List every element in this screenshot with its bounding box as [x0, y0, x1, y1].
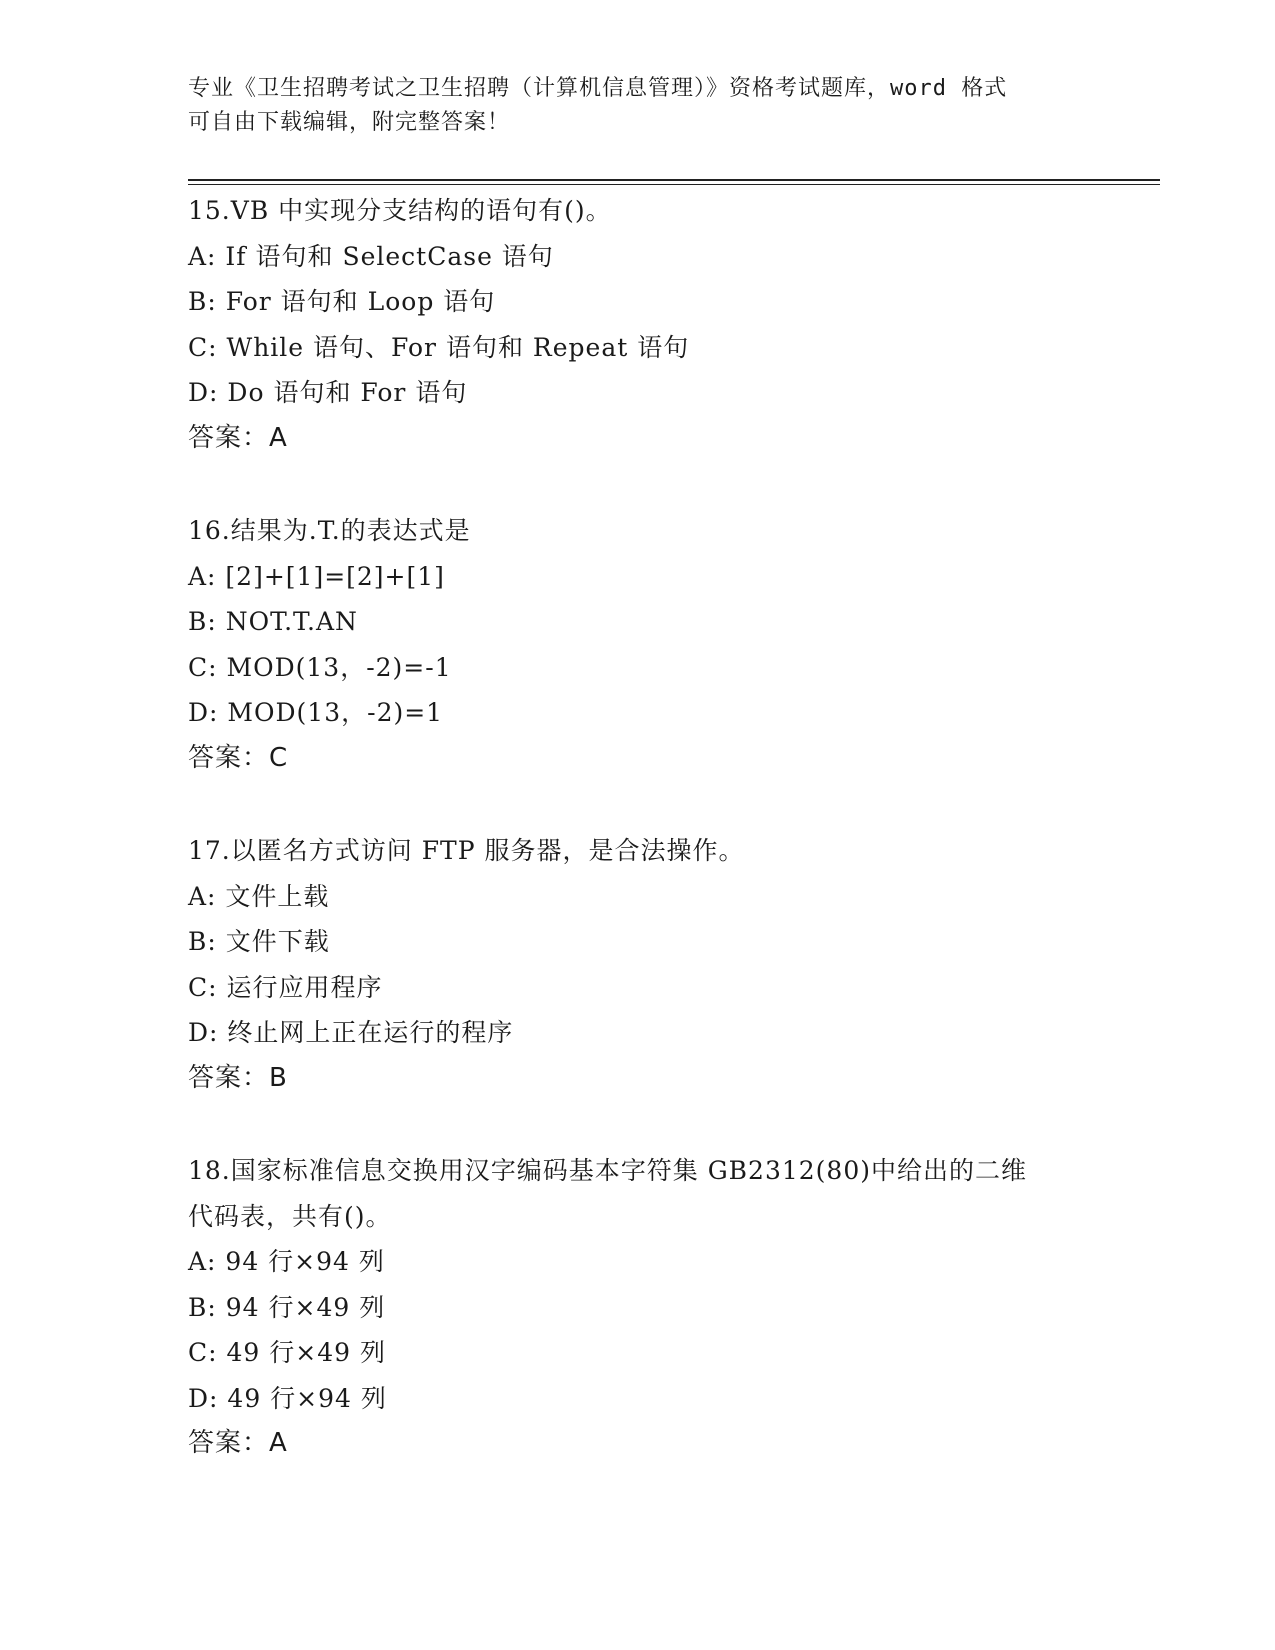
header-line-1: 专业《卫生招聘考试之卫生招聘（计算机信息管理）》资格考试题库，word 格式: [188, 76, 1008, 101]
option-b: B: 94 行×49 列: [188, 1292, 386, 1322]
option-a: A: 文件上载: [188, 881, 330, 911]
question-15: [188, 188, 1088, 461]
question-stem: 18.国家标准信息交换用汉字编码基本字符集 GB2312(80)中给出的二维: [188, 1156, 1027, 1185]
question-stem: 17.以匿名方式访问 FTP 服务器，是合法操作。: [188, 836, 745, 865]
option-a: A: If 语句和 SelectCase 语句: [188, 241, 554, 271]
answer-label: 答案：B: [188, 1062, 288, 1093]
option-d: D: 49 行×94 列: [188, 1383, 387, 1413]
question-18: [188, 1148, 1088, 1467]
question-list: [188, 188, 1088, 1514]
option-b: B: 文件下载: [188, 927, 330, 956]
option-d: D: 终止网上正在运行的程序: [188, 1018, 514, 1047]
question-stem: 16.结果为.T.的表达式是: [188, 516, 471, 545]
option-c: C: 运行应用程序: [188, 972, 383, 1002]
option-a: A: [2]+[1]=[2]+[1]: [188, 561, 445, 591]
option-d: D: MOD(13，-2)=1: [188, 698, 444, 727]
header-line-2: 可自由下载编辑，附完整答案！: [188, 110, 511, 135]
option-a: A: 94 行×94 列: [188, 1247, 385, 1276]
option-b: B: For 语句和 Loop 语句: [188, 287, 496, 316]
question-stem-continued: 代码表，共有()。: [188, 1201, 392, 1231]
question-16: [188, 508, 1088, 781]
document-header: [188, 72, 1068, 140]
question-17: [188, 828, 1088, 1101]
header-divider-thick: [188, 179, 1160, 181]
option-d: D: Do 语句和 For 语句: [188, 378, 468, 407]
question-stem: 15.VB 中实现分支结构的语句有()。: [188, 196, 612, 225]
answer-label: 答案：A: [188, 1428, 288, 1458]
option-c: C: MOD(13，-2)=-1: [188, 652, 452, 682]
answer-label: 答案：A: [188, 422, 288, 453]
option-c: C: While 语句、For 语句和 Repeat 语句: [188, 332, 690, 362]
answer-label: 答案：C: [188, 742, 289, 773]
option-c: C: 49 行×49 列: [188, 1338, 386, 1367]
option-b: B: NOT.T.AN: [188, 607, 358, 636]
header-divider-thin: [188, 184, 1160, 185]
